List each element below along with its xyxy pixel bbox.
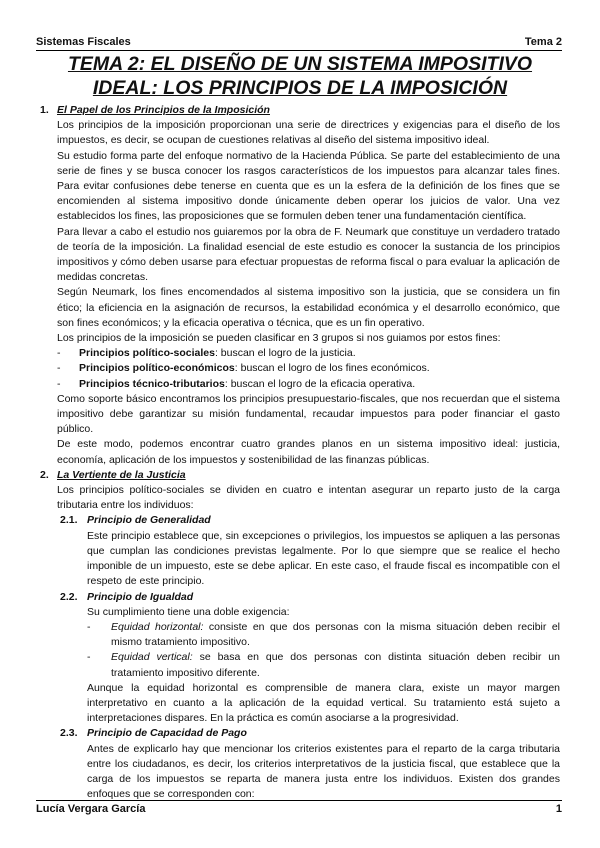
paragraph: Aunque la equidad horizontal es comprensible de manera clara, existe un mayor margen interpretativo en cuanto a la aplicación de la equidad vertical. Su tratamiento está sujeto a interpretaciones dispares. En la práctica es común asociarse a la progresividad. [87,681,560,725]
paragraph: Como soporte básico encontramos los principios presupuestario-fiscales, que nos recuerdan que el sistema impositivo debe garantizar su misión fundamental, recaudar impuestos para poder financiar el gasto público. [57,392,560,436]
section-1-heading: 1. El Papel de los Principios de la Imposición [40,104,270,116]
paragraph: Su cumplimiento tiene una doble exigencia: [87,605,290,618]
paragraph: Su estudio forma parte del enfoque normativo de la Hacienda Pública. Se parte del establecimiento de una serie de fines y se busca conocer los rasgos característicos de los impuestos para alcanzar tales fines. Para evitar confusiones debe tenerse en cuenta que es un la esfera de la definición de los fines que se encomienden al sistema impositivo donde únicamente deben operar los juicios de valor. Una vez establecidos los fines, las proposiciones que se formulen deben tener una fundamentación científica. [57,149,560,223]
list-item: - Principios político-sociales: buscan el logro de la justicia. [57,347,356,360]
header-course: Sistemas Fiscales [36,36,131,48]
list-item: - Principios técnico-tributarios: buscan el logro de la eficacia operativa. [57,377,416,390]
list-item: - Equidad vertical: se basa en que dos personas con distinta situación deben recibir un tratamiento impositivo diferente. [87,651,560,679]
paragraph: Este principio establece que, sin excepciones o privilegios, los impuestos se apliquen a las personas que cumplan las condiciones previstas legalmente. Por lo que siempre que se realice el hecho imponible de un impuesto, este se debe aplicar. En este caso, el fraude fiscal es incompatible con el respeto de este principio. [87,529,560,588]
list-item: - Principios político-económicos: buscan el logro de los fines económicos. [57,362,430,375]
subsection-2-1-heading: 2.1. Principio de Generalidad [60,514,211,527]
paragraph: Antes de explicarlo hay que mencionar los criterios existentes para el reparto de la carga tributaria entre los ciudadanos, es decir, los criterios interpretativos de la justicia fiscal, que establece que la carga de los impuestos se reparta de manera justa entre los individuos. Existen dos grandes enfoques que se corresponden con: [87,742,560,801]
paragraph: Los principios de la imposición proporcionan una serie de directrices y exigencias para el diseño de los impuestos, es decir, se ocupan de cuestiones relativas al diseño del sistema impositivo ideal. [57,119,560,147]
page-footer [36,800,562,815]
page-number: 1 [555,803,562,815]
section-2-heading: 2. La Vertiente de la Justicia [40,468,186,481]
paragraph: Según Neumark, los fines encomendados al sistema impositivo son la justicia, que se considera un fin ético; la eficiencia en la asignación de recursos, la estabilidad económica y el desarrollo económico, que son fines económicos; y la eficacia operativa o técnica, que es un fin operativo. [57,286,560,329]
subsection-2-2-heading: 2.2. Principio de Igualdad [60,590,194,603]
paragraph: Los principios político-sociales se dividen en cuatro e intentan asegurar un reparto justo de la carga tributaria entre los individuos: [57,484,560,512]
subsection-2-3-heading: 2.3. Principio de Capacidad de Pago [60,727,247,740]
page-header [36,36,562,51]
header-topic: Tema 2 [524,36,562,48]
paragraph: Los principios de la imposición se pueden clasificar en 3 grupos si nos guiamos por estos fines: [57,332,501,345]
list-item: - Equidad horizontal: consiste en que dos personas con la misma situación deben recibir el mismo tratamiento impositivo. [87,620,560,649]
footer-author: Lucía Vergara García [36,803,146,815]
page-title: TEMA 2: EL DISEÑO DE UN SISTEMA IMPOSITIVO IDEAL: LOS PRINCIPIOS DE LA IMPOSICIÓN [67,53,533,99]
document-body [40,103,560,802]
paragraph: De este modo, podemos encontrar cuatro grandes planos en un sistema impositivo ideal: justicia, economía, aplicación de los impuestos y sostenibilidad de las finanzas públicas. [57,438,560,466]
paragraph: Para llevar a cabo el estudio nos guiaremos por la obra de F. Neumark que constituye un verdadero tratado de teoría de la imposición. La finalidad esencial de este estudio es conocer la sustancia de los principios impositivos y cómo deben usarse para efectuar propuestas de reforma fiscal o para evaluar la aplicación de medidas concretas. [57,225,560,284]
